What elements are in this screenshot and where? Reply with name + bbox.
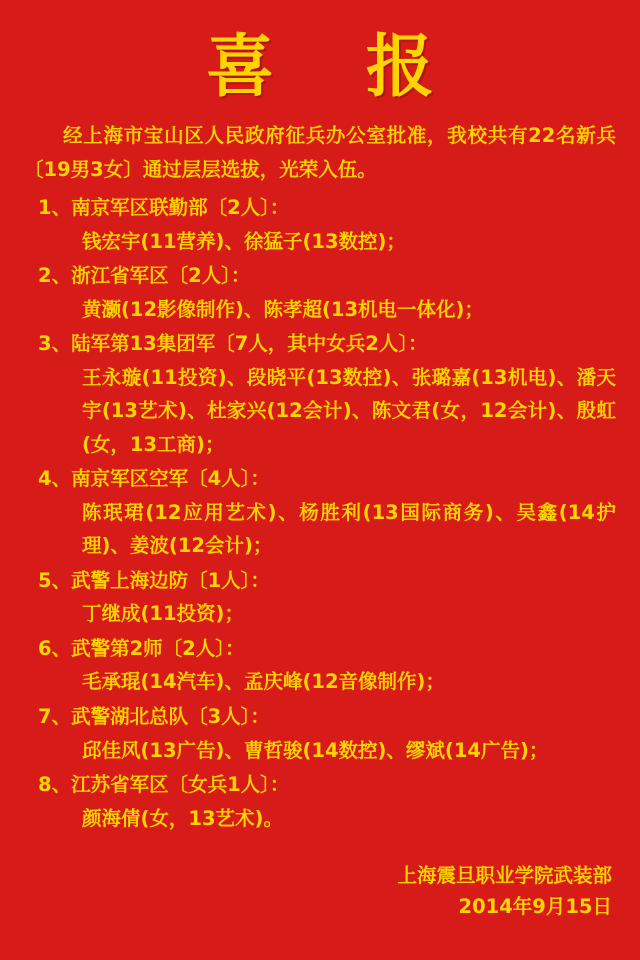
section-names: 颜海倩(女，13艺术)。 [82,806,283,830]
section-names: 丁继成(11投资)； [82,602,244,626]
section-heading: 7、武警湖北总队〔3人〕： [38,705,270,729]
section-heading: 5、武警上海边防〔1人〕： [38,568,270,592]
section-names: 黄灏(12影像制作)、陈孝超(13机电一体化)； [82,297,484,321]
section-names: 毛承琨(14汽车)、孟庆峰(12音像制作)； [82,670,445,694]
intro-paragraph: 经上海市宝山区人民政府征兵办公室批准，我校共有22名新兵〔19男3女〕通过层层选拔，光荣入伍。 [24,123,616,181]
section-heading: 3、陆军第13集团军〔7人，其中女兵2人〕： [38,332,428,356]
section-heading: 2、浙江省军区〔2人〕： [38,264,251,288]
list-item [24,462,616,563]
section-names: 陈珉珺(12应用艺术)、杨胜利(13国际商务)、吴鑫(14护理)、姜波(12会计)； [82,500,616,558]
signature-organization: 上海震旦职业学院武装部 [397,863,612,887]
section-heading: 8、江苏省军区〔女兵1人〕： [38,773,290,797]
section-heading: 4、南京军区空军〔4人〕： [38,467,270,491]
list-item [24,768,616,835]
page-title: 喜 报 [206,27,468,107]
list-item [24,564,616,631]
list-item [24,259,616,326]
signature-block [397,860,612,922]
section-heading: 6、武警第2师〔2人〕： [38,636,245,660]
section-names: 王永璇(11投资)、段晓平(13数控)、张璐嘉(13机电)、潘天宇(13艺术)、杜家兴(12会计)、陈文君(女，12会计)、殷虹(女，13工商)； [82,365,616,456]
list-item [24,327,616,461]
section-heading: 1、南京军区联勤部〔2人〕： [38,196,290,220]
list-item [24,632,616,699]
section-names: 邱佳风(13广告)、曹哲骏(14数控)、缪斌(14广告)； [82,738,549,762]
list-item [24,191,616,258]
section-names: 钱宏宇(11营养)、徐猛子(13数控)； [82,229,406,253]
signature-date: 2014年9月15日 [458,894,612,918]
list-item [24,700,616,767]
sections-list [18,189,622,835]
